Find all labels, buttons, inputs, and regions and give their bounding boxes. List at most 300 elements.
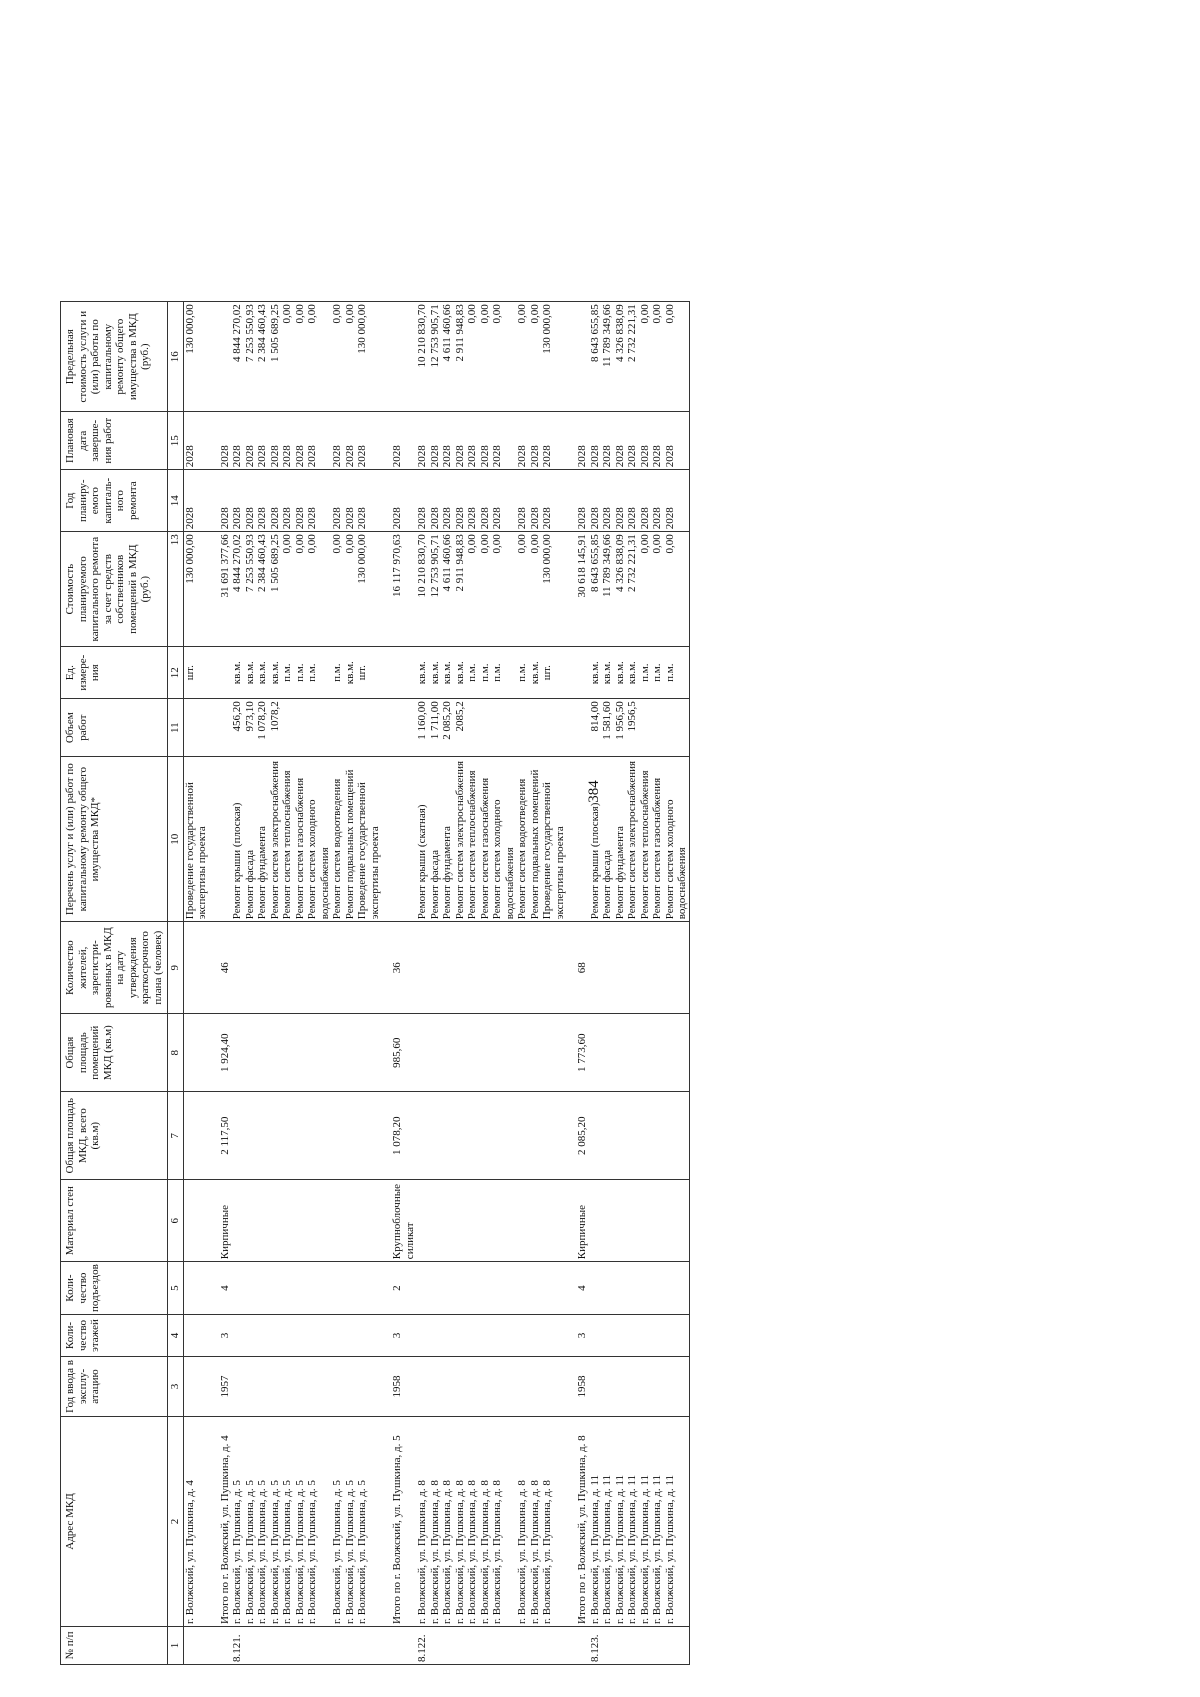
- table-row: [256, 302, 269, 1665]
- plan-year-cell: 2028: [441, 470, 454, 532]
- end-date-cell: 2028: [391, 412, 416, 470]
- unit-cell: [576, 647, 589, 699]
- floors-cell: [306, 1315, 331, 1357]
- work-cell: Проведение государственной экспертизы проекта: [541, 757, 566, 922]
- col-number: 7: [168, 1092, 184, 1180]
- year-cell: [441, 1357, 454, 1417]
- spacer-cell: [381, 1014, 391, 1092]
- row-number: [306, 1627, 331, 1665]
- entrances-cell: [466, 1262, 479, 1315]
- header-area-rooms: Общая площадь помещений МКД (кв.м): [61, 1014, 168, 1092]
- plan-year-cell: 2028: [651, 470, 664, 532]
- table-row: [331, 302, 344, 1665]
- spacer-cell: [566, 412, 576, 470]
- plan-year-cell: 2028: [183, 470, 209, 532]
- unit-cell: кв.м.: [601, 647, 614, 699]
- entrances-cell: [256, 1262, 269, 1315]
- spacer-cell: [209, 1262, 219, 1315]
- spacer-cell: [209, 922, 219, 1014]
- plan-year-cell: 2028: [516, 470, 529, 532]
- entrances-cell: [356, 1262, 381, 1315]
- floors-cell: [541, 1315, 566, 1357]
- work-cell: Ремонт систем водоотведения: [331, 757, 344, 922]
- floors-cell: [344, 1315, 357, 1357]
- volume-cell: [356, 699, 381, 757]
- cost-cell: 0,00: [664, 532, 690, 647]
- header-entrances: Коли-чество подъездов: [61, 1262, 168, 1315]
- address-cell: г. Волжский, ул. Пушкина, д. 5: [231, 1417, 244, 1627]
- material-cell: [664, 1180, 690, 1262]
- col-number: 13: [168, 532, 184, 647]
- unit-cell: п.м.: [639, 647, 652, 699]
- area-total-cell: [244, 1092, 257, 1180]
- spacer-cell: [381, 1262, 391, 1315]
- area-rooms-cell: [269, 1014, 282, 1092]
- floors-cell: [281, 1315, 294, 1357]
- address-cell: г. Волжский, ул. Пушкина, д. 11: [651, 1417, 664, 1627]
- entrances-cell: [614, 1262, 627, 1315]
- address-cell: г. Волжский, ул. Пушкина, д. 8: [441, 1417, 454, 1627]
- spacer-cell: [209, 647, 219, 699]
- address-cell: г. Волжский, ул. Пушкина, д. 11: [601, 1417, 614, 1627]
- col-number: 8: [168, 1014, 184, 1092]
- floors-cell: [356, 1315, 381, 1357]
- area-rooms-cell: [466, 1014, 479, 1092]
- spacer-cell: [381, 757, 391, 922]
- plan-year-cell: 2028: [601, 470, 614, 532]
- unit-cell: [219, 647, 232, 699]
- material-cell: [256, 1180, 269, 1262]
- floors-cell: [601, 1315, 614, 1357]
- floors-cell: [183, 1315, 209, 1357]
- plan-year-cell: 2028: [576, 470, 589, 532]
- unit-cell: п.м.: [516, 647, 529, 699]
- address-cell: г. Волжский, ул. Пушкина, д. 5: [269, 1417, 282, 1627]
- entrances-cell: [589, 1262, 602, 1315]
- floors-cell: [429, 1315, 442, 1357]
- year-cell: [639, 1357, 652, 1417]
- area-rooms-cell: [429, 1014, 442, 1092]
- cost-cell: 0,00: [344, 532, 357, 647]
- residents-cell: 46: [219, 922, 232, 1014]
- plan-year-cell: 2028: [231, 470, 244, 532]
- col-number: 10: [168, 757, 184, 922]
- max-cost-cell: [576, 302, 589, 412]
- volume-cell: [391, 699, 416, 757]
- max-cost-cell: 0,00: [294, 302, 307, 412]
- material-cell: [344, 1180, 357, 1262]
- address-cell: г. Волжский, ул. Пушкина, д. 11: [614, 1417, 627, 1627]
- end-date-cell: 2028: [626, 412, 639, 470]
- header-material: Материал стен: [61, 1180, 168, 1262]
- table-row: [441, 302, 454, 1665]
- unit-cell: п.м.: [466, 647, 479, 699]
- year-cell: 1958: [576, 1357, 589, 1417]
- volume-cell: [466, 699, 479, 757]
- entrances-cell: 4: [576, 1262, 589, 1315]
- address-cell: г. Волжский, ул. Пушкина, д. 11: [589, 1417, 602, 1627]
- row-number: [391, 1627, 416, 1665]
- year-cell: [331, 1357, 344, 1417]
- col-number: 11: [168, 699, 184, 757]
- year-cell: [601, 1357, 614, 1417]
- volume-cell: [516, 699, 529, 757]
- row-number: [219, 1627, 232, 1665]
- spacer-cell: [566, 757, 576, 922]
- area-total-cell: [331, 1092, 344, 1180]
- end-date-cell: 2028: [651, 412, 664, 470]
- material-cell: [651, 1180, 664, 1262]
- row-number: [244, 1627, 257, 1665]
- end-date-cell: 2028: [479, 412, 492, 470]
- unit-cell: п.м.: [664, 647, 690, 699]
- cost-cell: 2 911 948,83: [454, 532, 467, 647]
- header-floors: Коли-чество этажей: [61, 1315, 168, 1357]
- material-cell: [626, 1180, 639, 1262]
- work-cell: Ремонт систем холодного водоснабжения: [306, 757, 331, 922]
- area-total-cell: [466, 1092, 479, 1180]
- row-number: [529, 1627, 542, 1665]
- col-number: 3: [168, 1357, 184, 1417]
- table-row: [601, 302, 614, 1665]
- max-cost-cell: 130 000,00: [356, 302, 381, 412]
- unit-cell: п.м.: [281, 647, 294, 699]
- max-cost-cell: 8 643 655,85: [589, 302, 602, 412]
- header-address: Адрес МКД: [61, 1417, 168, 1627]
- residents-cell: [626, 922, 639, 1014]
- plan-year-cell: 2028: [294, 470, 307, 532]
- header-row: [61, 302, 168, 1665]
- residents-cell: [416, 922, 429, 1014]
- entrances-cell: [516, 1262, 529, 1315]
- col-number: 6: [168, 1180, 184, 1262]
- floors-cell: [614, 1315, 627, 1357]
- header-end-date: Плановая дата заверше-ния работ: [61, 412, 168, 470]
- col-number: 12: [168, 647, 184, 699]
- floors-cell: [244, 1315, 257, 1357]
- residents-cell: [441, 922, 454, 1014]
- table-row: [356, 302, 381, 1665]
- work-cell: Ремонт систем газоснабжения: [294, 757, 307, 922]
- entrances-cell: [306, 1262, 331, 1315]
- spacer-cell: [381, 1092, 391, 1180]
- residents-cell: [269, 922, 282, 1014]
- residents-cell: [491, 922, 516, 1014]
- plan-year-cell: 2028: [331, 470, 344, 532]
- table-row: [529, 302, 542, 1665]
- residents-cell: [529, 922, 542, 1014]
- end-date-cell: 2028: [306, 412, 331, 470]
- max-cost-cell: 0,00: [331, 302, 344, 412]
- residents-cell: [331, 922, 344, 1014]
- spacer-cell: [381, 532, 391, 647]
- entrances-cell: [639, 1262, 652, 1315]
- entrances-cell: 2: [391, 1262, 416, 1315]
- plan-year-cell: 2028: [454, 470, 467, 532]
- unit-cell: п.м.: [651, 647, 664, 699]
- entrances-cell: [454, 1262, 467, 1315]
- floors-cell: [626, 1315, 639, 1357]
- unit-cell: п.м.: [306, 647, 331, 699]
- spacer-cell: [209, 1417, 219, 1627]
- address-cell: г. Волжский, ул. Пушкина, д. 8: [479, 1417, 492, 1627]
- residents-cell: 68: [576, 922, 589, 1014]
- spacer-cell: [566, 1417, 576, 1627]
- end-date-cell: 2028: [244, 412, 257, 470]
- cost-cell: 0,00: [331, 532, 344, 647]
- material-cell: [331, 1180, 344, 1262]
- entrances-cell: [479, 1262, 492, 1315]
- table-header: [61, 302, 184, 1665]
- spacer-cell: [381, 1357, 391, 1417]
- volume-cell: [281, 699, 294, 757]
- material-cell: [244, 1180, 257, 1262]
- address-cell: г. Волжский, ул. Пушкина, д. 5: [294, 1417, 307, 1627]
- cost-cell: 0,00: [639, 532, 652, 647]
- year-cell: [454, 1357, 467, 1417]
- plan-year-cell: 2028: [614, 470, 627, 532]
- entrances-cell: [344, 1262, 357, 1315]
- area-total-cell: [429, 1092, 442, 1180]
- area-total-cell: [541, 1092, 566, 1180]
- area-rooms-cell: [441, 1014, 454, 1092]
- material-cell: [429, 1180, 442, 1262]
- cost-cell: 0,00: [294, 532, 307, 647]
- max-cost-cell: 0,00: [281, 302, 294, 412]
- material-cell: [466, 1180, 479, 1262]
- spacer-cell: [566, 1014, 576, 1092]
- row-number: [281, 1627, 294, 1665]
- area-rooms-cell: [331, 1014, 344, 1092]
- plan-year-cell: 2028: [541, 470, 566, 532]
- residents-cell: [244, 922, 257, 1014]
- row-number: [356, 1627, 381, 1665]
- plan-year-cell: 2028: [416, 470, 429, 532]
- col-number: 5: [168, 1262, 184, 1315]
- spacer-row: [566, 302, 576, 1665]
- residents-cell: [183, 922, 209, 1014]
- area-total-cell: [183, 1092, 209, 1180]
- address-cell: г. Волжский, ул. Пушкина, д. 5: [256, 1417, 269, 1627]
- year-cell: [231, 1357, 244, 1417]
- plan-year-cell: 2028: [281, 470, 294, 532]
- year-cell: [244, 1357, 257, 1417]
- area-total-cell: [639, 1092, 652, 1180]
- year-cell: [344, 1357, 357, 1417]
- spacer-cell: [381, 412, 391, 470]
- plan-year-cell: 2028: [626, 470, 639, 532]
- unit-cell: кв.м.: [441, 647, 454, 699]
- spacer-cell: [381, 1627, 391, 1665]
- plan-year-cell: 2028: [356, 470, 381, 532]
- header-year: Год ввода в эксплу-атацию: [61, 1357, 168, 1417]
- end-date-cell: 2028: [516, 412, 529, 470]
- plan-year-cell: 2028: [466, 470, 479, 532]
- year-cell: [614, 1357, 627, 1417]
- table-row: [491, 302, 516, 1665]
- area-rooms-cell: [244, 1014, 257, 1092]
- header-volume: Объем работ: [61, 699, 168, 757]
- residents-cell: [256, 922, 269, 1014]
- unit-cell: [391, 647, 416, 699]
- spacer-row: [209, 302, 219, 1665]
- residents-cell: [639, 922, 652, 1014]
- work-cell: Ремонт крыши (плоская): [231, 757, 244, 922]
- work-cell: Ремонт систем электроснабжения: [626, 757, 639, 922]
- material-cell: [479, 1180, 492, 1262]
- cost-cell: 12 753 905,71: [429, 532, 442, 647]
- row-number: [441, 1627, 454, 1665]
- max-cost-cell: 4 326 838,09: [614, 302, 627, 412]
- max-cost-cell: 0,00: [479, 302, 492, 412]
- capital-repair-table: [60, 301, 690, 1665]
- unit-cell: п.м.: [479, 647, 492, 699]
- total-row: [219, 302, 232, 1665]
- floors-cell: [269, 1315, 282, 1357]
- volume-cell: [479, 699, 492, 757]
- address-cell: г. Волжский, ул. Пушкина, д. 8: [491, 1417, 516, 1627]
- row-number: 8.123.: [589, 1627, 602, 1665]
- year-cell: [651, 1357, 664, 1417]
- spacer-cell: [566, 699, 576, 757]
- table-row: [416, 302, 429, 1665]
- end-date-cell: 2028: [294, 412, 307, 470]
- header-number: № п/п: [61, 1627, 168, 1665]
- max-cost-cell: 130 000,00: [541, 302, 566, 412]
- area-total-cell: [626, 1092, 639, 1180]
- header-residents: Количество жителей, зарегистри-рованных в МКД на дату утверждения краткосрочного плана (человек): [61, 922, 168, 1014]
- spacer-cell: [566, 1357, 576, 1417]
- col-number: 9: [168, 922, 184, 1014]
- work-cell: Ремонт систем теплоснабжения: [639, 757, 652, 922]
- area-total-cell: [344, 1092, 357, 1180]
- table-row: [183, 302, 209, 1665]
- floors-cell: [491, 1315, 516, 1357]
- spacer-cell: [209, 1180, 219, 1262]
- area-rooms-cell: [356, 1014, 381, 1092]
- table-row: [479, 302, 492, 1665]
- area-total-cell: 2 085,20: [576, 1092, 589, 1180]
- row-number: [256, 1627, 269, 1665]
- residents-cell: [294, 922, 307, 1014]
- floors-cell: [589, 1315, 602, 1357]
- area-total-cell: [269, 1092, 282, 1180]
- plan-year-cell: 2028: [491, 470, 516, 532]
- cost-cell: 4 844 270,02: [231, 532, 244, 647]
- entrances-cell: [294, 1262, 307, 1315]
- residents-cell: [344, 922, 357, 1014]
- address-cell: г. Волжский, ул. Пушкина, д. 8: [416, 1417, 429, 1627]
- unit-cell: п.м.: [491, 647, 516, 699]
- entrances-cell: [183, 1262, 209, 1315]
- area-rooms-cell: [589, 1014, 602, 1092]
- work-cell: Проведение государственной экспертизы проекта: [183, 757, 209, 922]
- end-date-cell: 2028: [331, 412, 344, 470]
- area-total-cell: [231, 1092, 244, 1180]
- area-total-cell: [479, 1092, 492, 1180]
- end-date-cell: 2028: [589, 412, 602, 470]
- work-cell: Ремонт систем теплоснабжения: [466, 757, 479, 922]
- unit-cell: кв.м.: [589, 647, 602, 699]
- residents-cell: [516, 922, 529, 1014]
- row-number: [454, 1627, 467, 1665]
- residents-cell: 36: [391, 922, 416, 1014]
- end-date-cell: 2028: [219, 412, 232, 470]
- area-rooms-cell: 1 773,60: [576, 1014, 589, 1092]
- area-total-cell: 2 117,50: [219, 1092, 232, 1180]
- cost-cell: 130 000,00: [183, 532, 209, 647]
- residents-cell: [589, 922, 602, 1014]
- area-rooms-cell: [256, 1014, 269, 1092]
- work-cell: Ремонт систем электроснабжения: [454, 757, 467, 922]
- material-cell: [589, 1180, 602, 1262]
- table-row: [231, 302, 244, 1665]
- cost-cell: 2 384 460,43: [256, 532, 269, 647]
- cost-cell: 2 732 221,31: [626, 532, 639, 647]
- floors-cell: 3: [576, 1315, 589, 1357]
- residents-cell: [306, 922, 331, 1014]
- end-date-cell: 2028: [281, 412, 294, 470]
- col-number: 14: [168, 470, 184, 532]
- year-cell: [356, 1357, 381, 1417]
- max-cost-cell: 0,00: [306, 302, 331, 412]
- work-cell: [219, 757, 232, 922]
- address-cell: г. Волжский, ул. Пушкина, д. 8: [429, 1417, 442, 1627]
- table-row: [306, 302, 331, 1665]
- material-cell: [541, 1180, 566, 1262]
- unit-cell: кв.м.: [429, 647, 442, 699]
- col-number: 1: [168, 1627, 184, 1665]
- unit-cell: шт.: [183, 647, 209, 699]
- max-cost-cell: 7 253 550,93: [244, 302, 257, 412]
- area-rooms-cell: [639, 1014, 652, 1092]
- address-cell: Итого по г. Волжский, ул. Пушкина, д. 4: [219, 1417, 232, 1627]
- address-cell: г. Волжский, ул. Пушкина, д. 5: [356, 1417, 381, 1627]
- spacer-cell: [566, 1262, 576, 1315]
- entrances-cell: [441, 1262, 454, 1315]
- material-cell: [269, 1180, 282, 1262]
- end-date-cell: 2028: [344, 412, 357, 470]
- spacer-cell: [209, 532, 219, 647]
- address-cell: г. Волжский, ул. Пушкина, д. 11: [664, 1417, 690, 1627]
- volume-cell: 456,20: [231, 699, 244, 757]
- cost-cell: 1 505 689,25: [269, 532, 282, 647]
- area-total-cell: [651, 1092, 664, 1180]
- year-cell: [429, 1357, 442, 1417]
- plan-year-cell: 2028: [269, 470, 282, 532]
- volume-cell: 2085,2: [454, 699, 467, 757]
- row-number: [429, 1627, 442, 1665]
- material-cell: [516, 1180, 529, 1262]
- area-total-cell: [601, 1092, 614, 1180]
- row-number: [601, 1627, 614, 1665]
- area-total-cell: [491, 1092, 516, 1180]
- end-date-cell: 2028: [256, 412, 269, 470]
- work-cell: Ремонт фасада: [244, 757, 257, 922]
- entrances-cell: [651, 1262, 664, 1315]
- floors-cell: [416, 1315, 429, 1357]
- work-cell: Ремонт фасада: [429, 757, 442, 922]
- table-row: [651, 302, 664, 1665]
- cost-cell: 130 000,00: [356, 532, 381, 647]
- area-total-cell: [416, 1092, 429, 1180]
- cost-cell: 11 789 349,66: [601, 532, 614, 647]
- volume-cell: 1 711,00: [429, 699, 442, 757]
- volume-cell: 1 078,20: [256, 699, 269, 757]
- material-cell: [441, 1180, 454, 1262]
- material-cell: [454, 1180, 467, 1262]
- floors-cell: 3: [391, 1315, 416, 1357]
